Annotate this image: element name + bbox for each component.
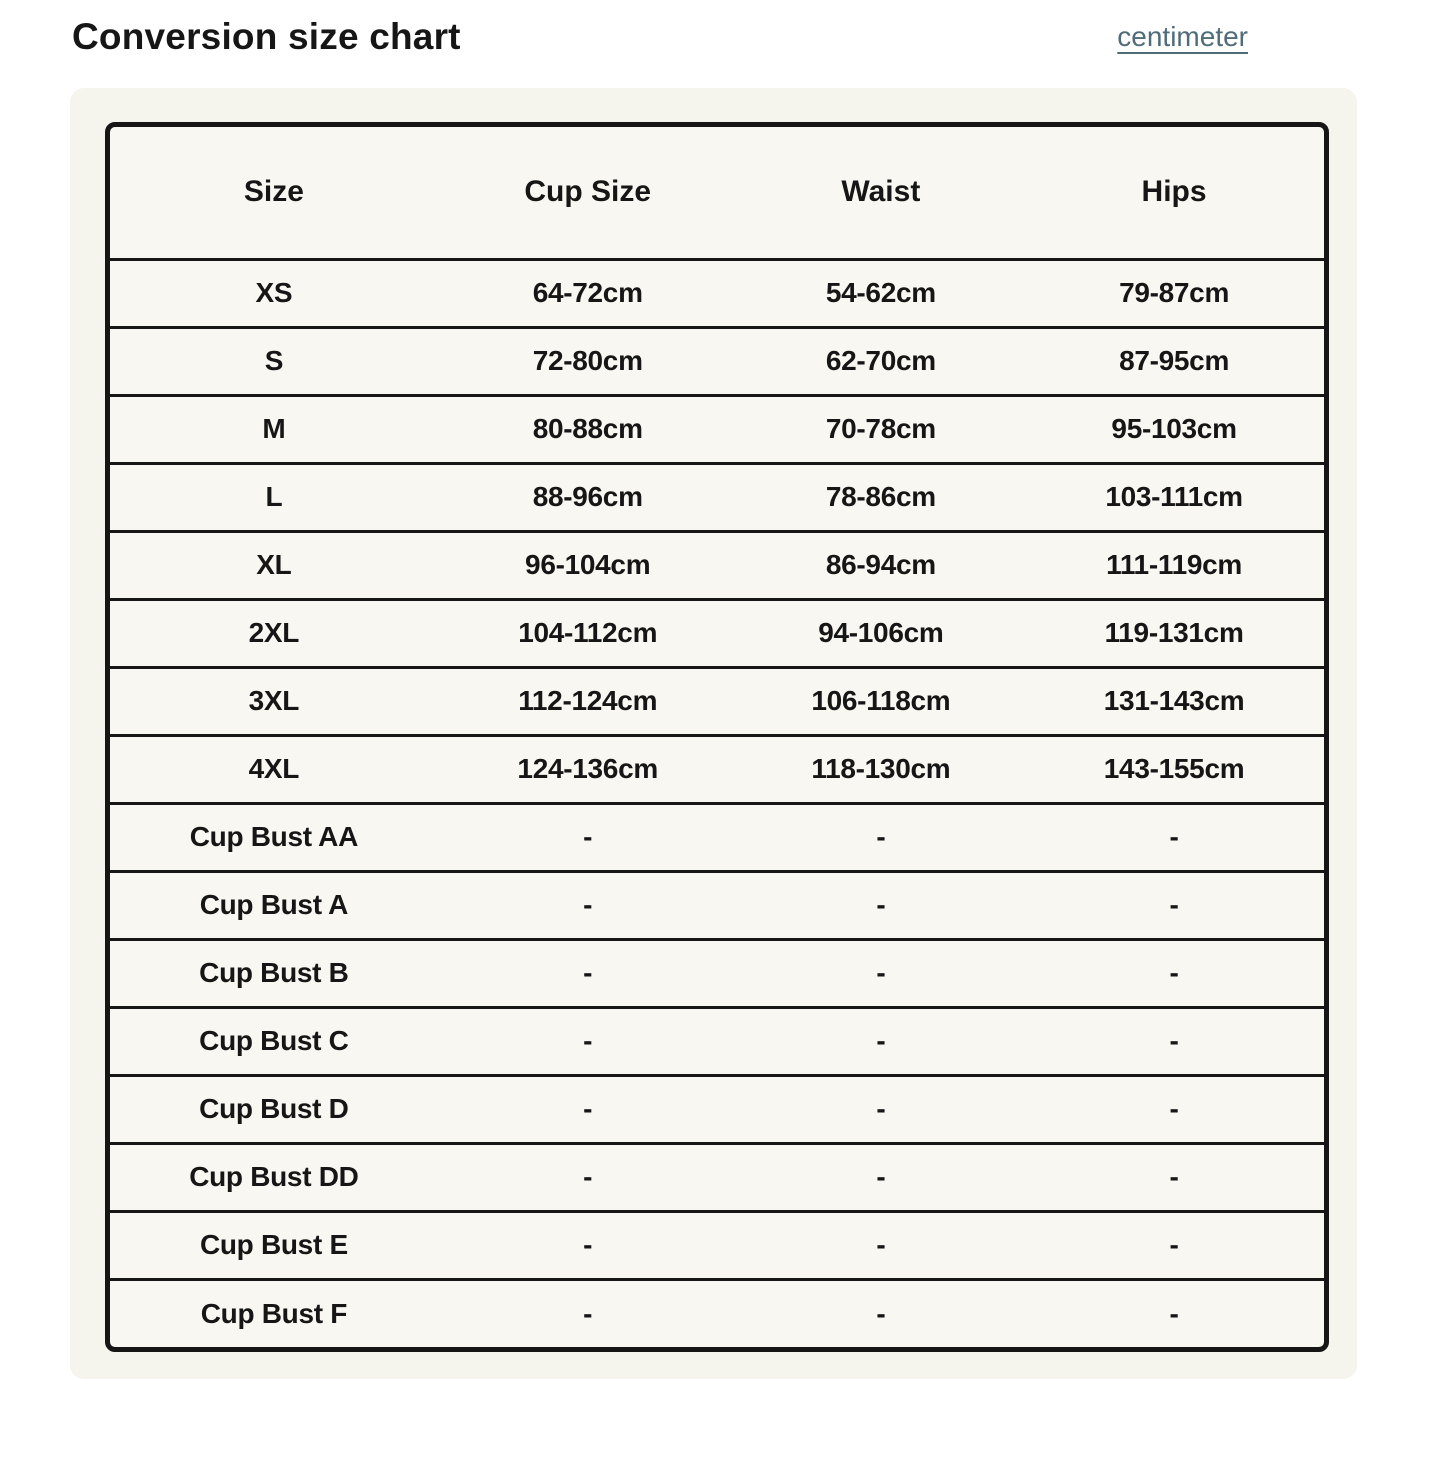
value-cell: -	[876, 889, 886, 920]
value-cell: 119-131cm	[1104, 617, 1244, 648]
value-cell: 124-136cm	[517, 753, 658, 784]
value-cell: 106-118cm	[811, 685, 951, 716]
value-cell: -	[583, 1229, 593, 1260]
value-cell: -	[1169, 821, 1179, 852]
value-cell: 94-106cm	[818, 617, 944, 648]
value-cell: -	[1169, 1161, 1179, 1192]
value-cell: 103-111cm	[1105, 481, 1243, 512]
value-cell: -	[583, 1297, 593, 1329]
value-cell: 111-119cm	[1106, 549, 1242, 580]
value-cell: 70-78cm	[825, 413, 936, 444]
row-label-cell: S	[264, 345, 284, 376]
value-cell: -	[876, 821, 886, 852]
row-label-cell: Cup Bust C	[199, 1025, 349, 1056]
value-cell: -	[876, 957, 886, 988]
value-cell: 88-96cm	[532, 481, 643, 512]
value-cell: -	[1169, 889, 1179, 920]
value-cell: -	[583, 889, 593, 920]
value-cell: -	[876, 1229, 886, 1260]
table-row	[110, 939, 1324, 1007]
table-row	[110, 1279, 1324, 1347]
value-cell: 78-86cm	[825, 481, 936, 512]
value-cell: -	[583, 1161, 593, 1192]
value-cell: -	[1169, 1229, 1179, 1260]
table-row	[110, 259, 1324, 327]
value-cell: 96-104cm	[525, 549, 651, 580]
table-row	[110, 1075, 1324, 1143]
value-cell: 64-72cm	[532, 277, 643, 308]
value-cell: 86-94cm	[825, 549, 936, 580]
row-label-cell: XS	[255, 277, 293, 308]
table-row	[110, 735, 1324, 803]
table-row	[110, 463, 1324, 531]
value-cell: -	[876, 1093, 886, 1124]
table-row	[110, 1007, 1324, 1075]
row-label-cell: Cup Bust AA	[189, 821, 359, 852]
value-cell: -	[876, 1161, 886, 1192]
row-label-cell: M	[262, 413, 286, 444]
row-label-cell: 2XL	[248, 617, 300, 648]
value-cell: -	[1169, 1093, 1179, 1124]
page-title: Conversion size chart	[72, 16, 461, 57]
value-cell: 80-88cm	[532, 413, 643, 444]
value-cell: 112-124cm	[518, 685, 658, 716]
row-label-cell: Cup Bust F	[200, 1297, 348, 1329]
row-label-cell: Cup Bust E	[199, 1229, 348, 1260]
conversion-size-table	[110, 127, 1324, 1347]
value-cell: -	[1169, 1025, 1179, 1056]
row-label-cell: 4XL	[248, 753, 300, 784]
row-label-cell: Cup Bust A	[199, 889, 349, 920]
column-header-hips: Hips	[1141, 175, 1207, 209]
value-cell: -	[1169, 957, 1179, 988]
value-cell: 95-103cm	[1111, 413, 1237, 444]
table-row	[110, 1211, 1324, 1279]
table-row	[110, 871, 1324, 939]
value-cell: 118-130cm	[811, 753, 951, 784]
table-body	[110, 259, 1324, 1347]
value-cell: 131-143cm	[1103, 685, 1245, 716]
page-header	[0, 16, 1445, 58]
column-header-waist: Waist	[841, 175, 921, 209]
value-cell: 54-62cm	[825, 277, 936, 308]
unit-toggle-link[interactable]: centimeter	[1117, 21, 1248, 52]
value-cell: 87-95cm	[1119, 345, 1230, 376]
value-cell: -	[1169, 1297, 1179, 1329]
row-label-cell: L	[265, 481, 283, 512]
value-cell: 104-112cm	[518, 617, 658, 648]
table-header-row	[110, 127, 1324, 259]
row-label-cell: Cup Bust D	[199, 1093, 349, 1124]
column-header-cup-size: Cup Size	[524, 175, 652, 209]
value-cell: 62-70cm	[825, 345, 936, 376]
table-frame	[105, 122, 1329, 1352]
table-row	[110, 395, 1324, 463]
row-label-cell: Cup Bust B	[199, 957, 349, 988]
value-cell: -	[583, 957, 593, 988]
value-cell: 79-87cm	[1119, 277, 1230, 308]
value-cell: -	[583, 1093, 593, 1124]
row-label-cell: XL	[256, 549, 292, 580]
table-row	[110, 531, 1324, 599]
value-cell: -	[876, 1297, 886, 1329]
value-cell: -	[876, 1025, 886, 1056]
table-row	[110, 599, 1324, 667]
table-row	[110, 667, 1324, 735]
value-cell: -	[583, 821, 593, 852]
row-label-cell: Cup Bust DD	[189, 1161, 359, 1192]
value-cell: 72-80cm	[532, 345, 643, 376]
size-chart-card	[70, 88, 1357, 1379]
table-row	[110, 327, 1324, 395]
table-row	[110, 803, 1324, 871]
table-row	[110, 1143, 1324, 1211]
value-cell: -	[583, 1025, 593, 1056]
row-label-cell: 3XL	[248, 685, 300, 716]
value-cell: 143-155cm	[1103, 753, 1245, 784]
column-header-size: Size	[243, 175, 304, 209]
